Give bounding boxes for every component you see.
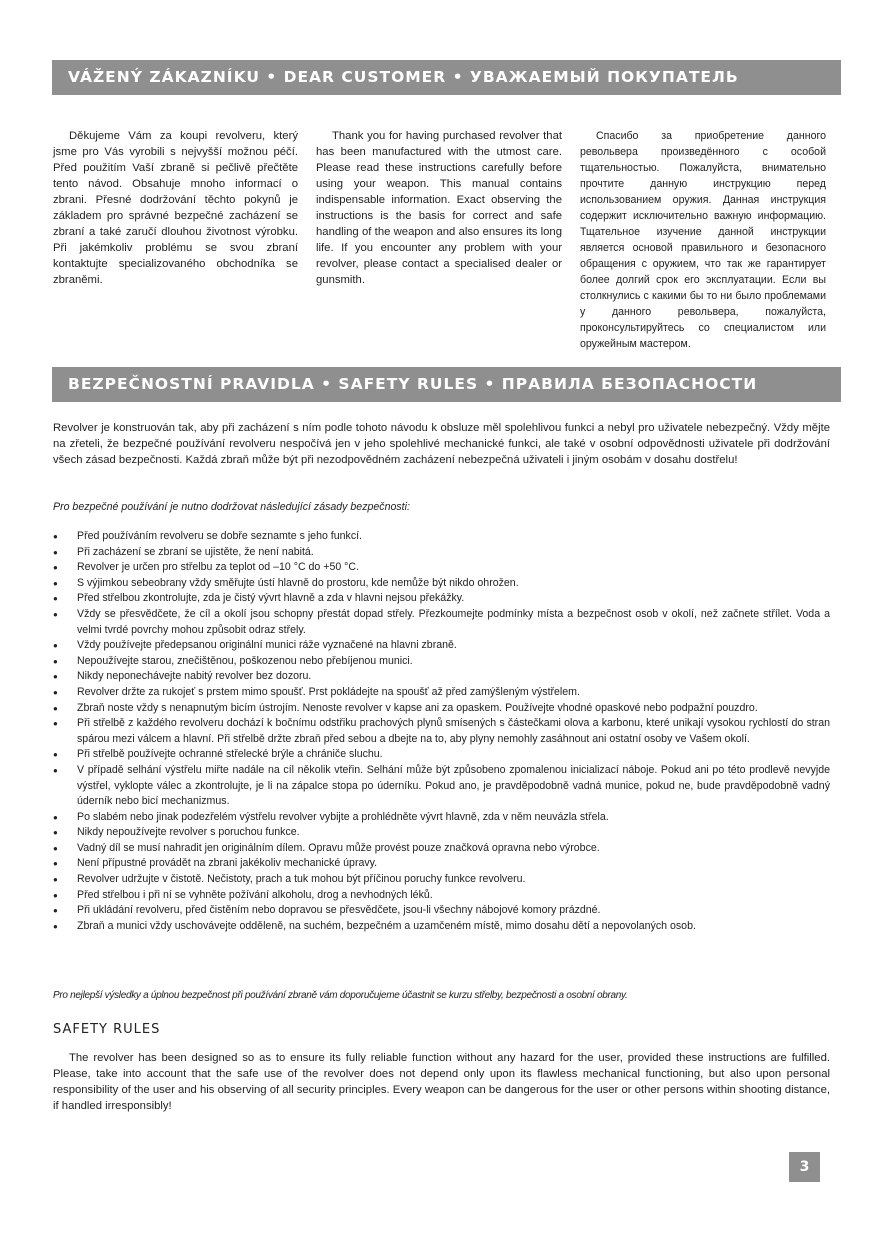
list-item: ● Nikdy neponechávejte nabitý revolver bez dozoru. (53, 669, 830, 685)
intro-czech-text: Děkujeme Vám za koupi revolveru, který jsme pro Vás vyrobili s nejvyšší možnou péčí. Před použitím Vaší zbraně si pečlivě přečtěte tento návod. Obsahuje mnoho informací o zbrani. Přesné dodržování těchto pokynů je základem pro správné bezpečné zacházení se zbraní a také zaručí dlouhou životnost výrobku. Při jakémkoliv problému se svou zbraní kontaktujte specializovaného obchodníka se zbraněmi. (53, 130, 298, 286)
list-item: ● Při střelbě z každého revolveru dochází k bočnímu odstřiku prachových plynů smísených s částečkami olova a karbonu, které unikají vysokou rychlostí do stran spárou mezi válcem a hlavní. Při střelbě držte zbraň před sebou a dbejte na to, aby plyny nemohly zasáhnout ani ostatní osoby ve Vašem okolí. (53, 716, 830, 747)
safety-intro-czech: Revolver je konstruován tak, aby při zacházení s ním podle tohoto návodu k obsluze měl spolehlivou funkci a nebyl pro uživatele nebezpečný. Vždy mějte na zřeteli, že bezpečné používání revolveru nespočívá jen v jeho spolehlivé mechanické funkci, ale také v osobní odpovědnosti uživatele při dodržování všech zásad bezpečnosti. Každá zbraň může být při nezodpovědném zacházení nebezpečná uživateli i jiným osobám v dosahu dostřelu! (53, 422, 830, 466)
list-item: ● Vždy používejte předepsanou originální munici ráže vyznačené na hlavni zbraně. (53, 638, 830, 654)
list-item: ● Při střelbě používejte ochranné střelecké brýle a chrániče sluchu. (53, 747, 830, 763)
list-item: ● Před používáním revolveru se dobře seznamte s jeho funkcí. (53, 529, 830, 545)
list-item: ● Před střelbou zkontrolujte, zda je čistý vývrt hlavně a zda v hlavni nejsou překážky. (53, 591, 830, 607)
list-item: ● V případě selhání výstřelu miřte nadále na cíl několik vteřin. Selhání může být způsobeno zpomalenou inicializací náboje. Pokud ani po této prodlevě nevyjde výstřel, vyklopte válec a zkontrolujte, je li na zápalce stopa po úderníku. Pokud ano, je pravděpodobně vadná munice, pokud ne, bude pravděpodobně vadný úderník nebo bicí mechanizmus. (53, 763, 830, 810)
list-item: ● Revolver udržujte v čistotě. Nečistoty, prach a tuk mohou být příčinou poruchy funkce revolveru. (53, 872, 830, 888)
intro-russian-text: Спасибо за приобретение данного револьвера произведённого с особой тщательностью. Пожалуйста, внимательно прочтите данную инструкцию перед использованием оружия. Данная инструкция содержит исключительно важную информацию. Тщательное изучение данной инструкции является основой правильного и безопасного обращения с оружием, что так же гарантирует более долгий срок его эксплуатации. Если вы столкнулись с какими бы то ни было проблемами у данного револьвера, пожалуйста, проконсультируйтесь со специалистом или оружейным мастером. (580, 130, 826, 350)
safety-rules-list (53, 529, 830, 934)
list-item: ● Před střelbou i při ní se vyhněte požívání alkoholu, drog a nevhodných léků. (53, 888, 830, 904)
page-number-badge: 3 (789, 1152, 820, 1182)
list-item: ● Zbraň noste vždy s nenapnutým bicím ústrojím. Nenoste revolver v kapse ani za opaskem. Používejte vhodné opaskové nebo podpažní pouzdro. (53, 701, 830, 717)
safety-intro-english: The revolver has been designed so as to ensure its fully reliable function without any hazard for the user, provided these instructions are fulfilled. Please, take into account that the safe use of the revolver does not depend only upon its flawless mechanical functioning, but also upon personal responsibility of the user and his observing of all security principles. Every weapon can be dangerous for the user or other persons within shooting distance, if handled irresponsibly! (53, 1052, 830, 1112)
list-item: ● Při ukládání revolveru, před čistěním nebo dopravou se přesvědčete, jsou-li všechny nábojové komory prázdné. (53, 903, 830, 919)
list-item: ● Po slabém nebo jinak podezřelém výstřelu revolver vybijte a prohlédněte vývrt hlavně, zda v něm neuvázla střela. (53, 810, 830, 826)
list-item: ● Není přípustné provádět na zbrani jakékoliv mechanické úpravy. (53, 856, 830, 872)
closing-note: Pro nejlepší výsledky a úplnou bezpečnost při používání zbraně vám doporučujeme účastnit se kurzu střelby, bezpečnosti a osobní obrany. (53, 990, 628, 1001)
list-item: ● Revolver je určen pro střelbu za teplot od –10 °C do +50 °C. (53, 560, 830, 576)
intro-english-text: Thank you for having purchased revolver that has been manufactured with the utmost care. Please read these instructions carefully before using your weapon. This manual contains indispensable information. Exact observing the instructions is the basis for correct and safe handling of the weapon and also ensures its long life. If you encounter any problem with your revolver, please contact a specialised dealer or gunsmith. (316, 130, 562, 286)
rules-lead-text: Pro bezpečné používání je nutno dodržovat následující zásady bezpečnosti: (53, 501, 410, 513)
section-heading-safety-rules: BEZPEČNOSTNÍ PRAVIDLA • SAFETY RULES • ПРАВИЛА БЕЗОПАСНОСТИ (52, 367, 841, 402)
list-item: ● Revolver držte za rukojeť s prstem mimo spoušť. Prst pokládejte na spoušť až před zamýšleným výstřelem. (53, 685, 830, 701)
list-item: ● Nikdy nepoužívejte revolver s poruchou funkce. (53, 825, 830, 841)
list-item: ● S výjimkou sebeobrany vždy směřujte ústí hlavně do prostoru, kde nemůže být nikdo ohrožen. (53, 576, 830, 592)
section-heading-dear-customer: VÁŽENÝ ZÁKAZNÍKU • DEAR CUSTOMER • УВАЖАЕМЫЙ ПОКУПАТЕЛЬ (52, 60, 841, 95)
list-item: ● Zbraň a munici vždy uschovávejte odděleně, na suchém, bezpečném a uzamčeném místě, mimo dosahu dětí a nepovolaných osob. (53, 919, 830, 935)
list-item: ● Vadný díl se musí nahradit jen originálním dílem. Opravu může provést pouze značková opravna nebo výrobce. (53, 841, 830, 857)
list-item: ● Při zacházení se zbraní se ujistěte, že není nabitá. (53, 545, 830, 561)
safety-rules-subheading: SAFETY RULES (53, 1022, 161, 1037)
list-item: ● Vždy se přesvědčete, že cíl a okolí jsou schopny přestát dopad střely. Přezkoumejte podmínky místa a bezpečnost osob v okolí, než začnete střílet. Voda a velmi tvrdé povrchy mohou způsobit odraz střely. (53, 607, 830, 638)
list-item: ● Nepoužívejte starou, znečištěnou, poškozenou nebo přebíjenou munici. (53, 654, 830, 670)
